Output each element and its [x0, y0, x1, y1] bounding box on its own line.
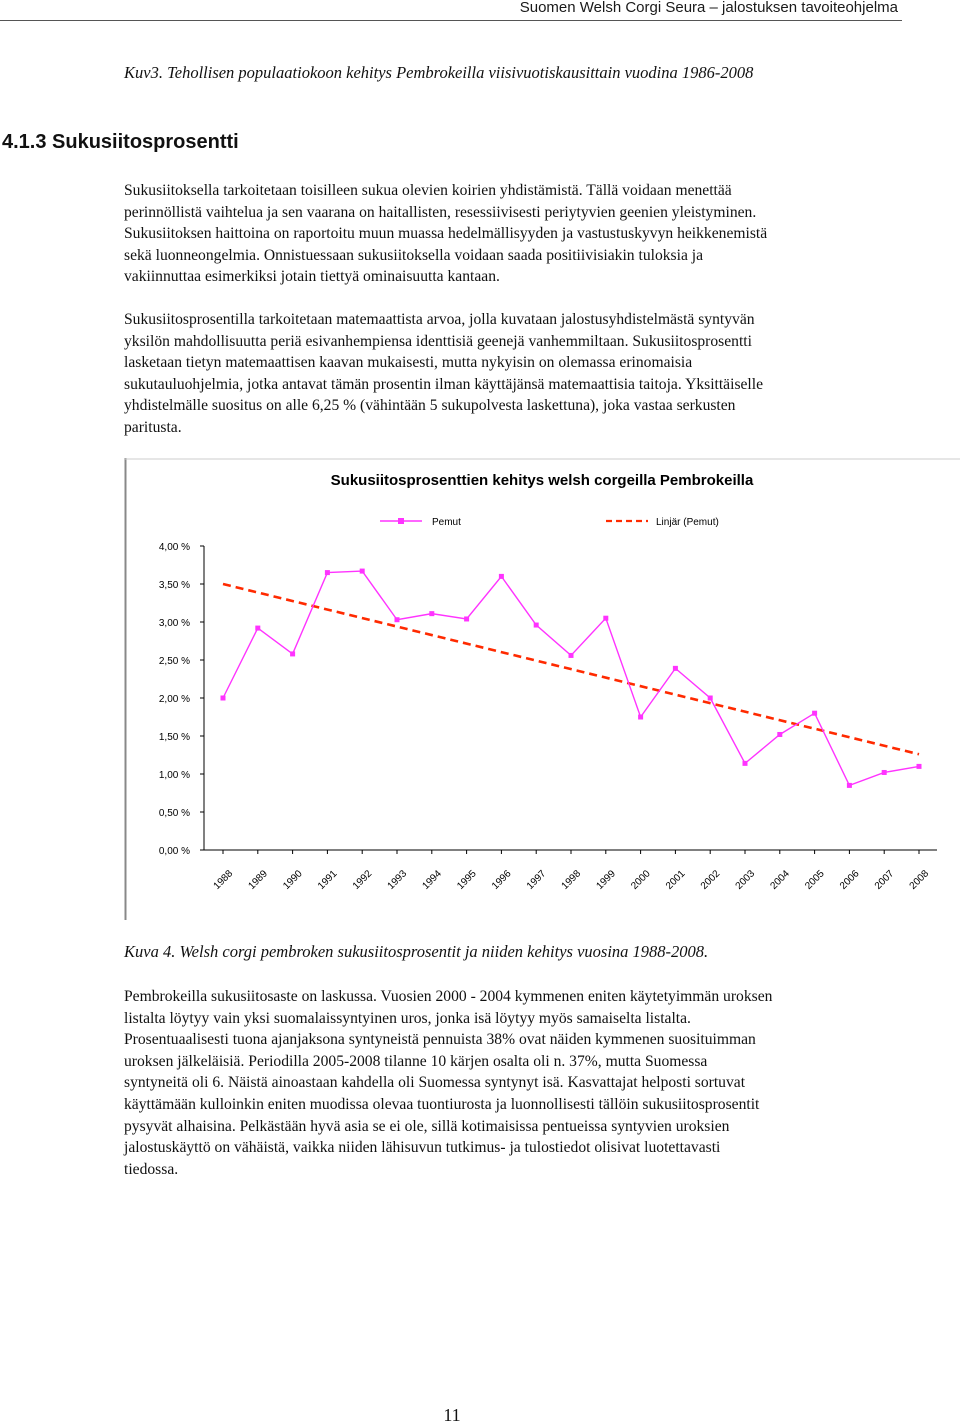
paragraph-line: Sukusiitoksella tarkoitetaan toisilleen sukua olevien koirien yhdistämistä. Tällä voidaan menettää [124, 182, 732, 199]
paragraph-line: Sukusiitoksen haittoina on raportoitu muun muassa hedelmällisyyden ja vastustuskyvyn heikkenemistä [124, 225, 768, 243]
paragraph-line: perinnöllistä vaihtelua ja sen vaarana on haitallisten, resessiivisesti periytyvien geenien yleistyminen. [124, 203, 757, 221]
legend-label-trend: Linjär (Pemut) [656, 517, 719, 528]
figure-caption-chart: Kuva 4. Welsh corgi pembroken sukusiitosprosentit ja niiden kehitys vuosina 1988-2008. [124, 942, 709, 961]
header-title: Suomen Welsh Corgi Seura – jalostuksen tavoiteohjelma [519, 0, 898, 16]
y-tick-label: 4,00 % [158, 542, 190, 553]
y-tick-label: 1,00 % [158, 770, 190, 781]
x-tick-label: 2006 [838, 868, 862, 892]
data-point [395, 617, 400, 622]
x-tick-label: 2004 [768, 868, 792, 892]
paragraph-line: yhdistelmälle suositus on alle 6,25 % (vähintään 5 sukupolvesta laskettuna), joka vastaa serkusten [124, 397, 736, 415]
x-tick-label: 2003 [733, 868, 758, 892]
data-point [812, 711, 817, 716]
data-point [290, 651, 295, 656]
data-point [917, 764, 922, 769]
x-tick-label: 2005 [803, 868, 827, 892]
data-point [255, 626, 260, 631]
data-point [638, 715, 643, 720]
legend-marker-pemut [398, 518, 404, 524]
x-tick-label: 1993 [385, 868, 410, 892]
paragraph-line: uroksen jälkeläisiä. Periodilla 2005-2008 tilanne 10 kärjen osalta oli n. 37%, mutta Suomessa [124, 1052, 708, 1070]
x-tick-label: 2000 [629, 868, 653, 892]
paragraph-line: listalta löytyy vain yksi suomalaissyntyinen uros, jonka isä löytyy myös samaiselta listalta. [124, 1009, 691, 1027]
y-tick-label: 1,50 % [158, 732, 190, 743]
x-tick-label: 1994 [420, 868, 444, 892]
paragraph-2 [124, 309, 904, 439]
x-tick-label: 1988 [211, 868, 236, 892]
paragraph-line: lasketaan tietyn matemaattisen kaavan mukaisesti, mutta nykyisin on olemassa erinomaisia [124, 354, 693, 372]
data-point [429, 611, 434, 616]
data-point [569, 653, 574, 658]
x-tick-label: 1999 [594, 868, 618, 892]
data-point [360, 569, 365, 574]
data-point [603, 616, 608, 621]
page-header [0, 0, 960, 22]
paragraph-line: Sukusiitosprosentilla tarkoitetaan matemaattista arvoa, jolla kuvataan jalostusyhdistelmästä syntyvän [124, 311, 755, 328]
x-tick-label: 2002 [698, 868, 723, 892]
data-point [882, 770, 887, 775]
y-tick-label: 0,50 % [158, 808, 190, 819]
section-heading: 4.1.3 Sukusiitosprosentti [2, 131, 239, 153]
paragraph-line: sekä luonneongelmia. Onnistuessaan sukusiitoksella voidaan saada positiivisiakin tuloksia ja [124, 246, 704, 264]
data-point [743, 761, 748, 766]
paragraph-line: jalostuskäyttö on vähäistä, vaikka niiden lähisuvun tutkimus- ja tulostiedot olisivat luotettavasti [124, 1139, 721, 1157]
x-tick-label: 1989 [246, 868, 270, 892]
paragraph-line: tiedossa. [124, 1160, 179, 1178]
x-tick-label: 1990 [281, 868, 305, 892]
x-tick-label: 2001 [664, 868, 688, 892]
inbreeding-chart [124, 458, 960, 920]
data-point [534, 623, 539, 628]
data-point [325, 570, 330, 575]
paragraph-line: sukutauluohjelmia, jotka antavat tämän prosentin ilman käyttäjänsä matemaattisia taitoja. Yksittäiselle [124, 375, 764, 393]
x-tick-label: 2008 [907, 868, 932, 892]
chart-title: Sukusiitosprosenttien kehitys welsh corgeilla Pembrokeilla [330, 472, 754, 489]
x-tick-label: 1998 [559, 868, 584, 892]
paragraph-line: vakiinnuttaa esimerkiksi jotain tiettyä ominaisuutta kantaan. [124, 268, 500, 286]
y-tick-label: 3,50 % [158, 580, 190, 591]
paragraph-3 [124, 986, 904, 1180]
paragraph-line: yksilön mahdollisuutta periä esivanhempiensa identtisiä geenejä vanhemmiltaan. Sukusiitosprosentti [124, 332, 752, 350]
paragraph-line: syntyneitä oli 6. Näistä ainoastaan kahdella oli Suomessa syntynyt isä. Kasvattajat helposti sortuvat [124, 1074, 746, 1092]
y-tick-label: 2,50 % [158, 656, 190, 667]
figure-caption-top: Kuv3. Tehollisen populaatiokoon kehitys Pembrokeilla viisivuotiskausittain vuodina 1986-2008 [124, 63, 754, 82]
paragraph-1 [124, 180, 904, 288]
paragraph-line: paritusta. [124, 418, 182, 436]
chart-svg [124, 458, 960, 920]
y-tick-label: 0,00 % [158, 846, 190, 857]
data-point [847, 783, 852, 788]
y-tick-label: 2,00 % [158, 694, 190, 705]
page-number: 11 [443, 1405, 461, 1425]
header-rule [0, 20, 902, 21]
paragraph-line: Pembrokeilla sukusiitosaste on laskussa. Vuosien 2000 - 2004 kymmenen eniten käytetyimmän uroksen [124, 988, 773, 1005]
paragraph-line: pysyvät alhaisina. Pelkästään hyvä asia se ei ole, sillä kotimaisissa pentueissa syntyvien uroksien [124, 1117, 730, 1135]
x-tick-label: 1996 [490, 868, 514, 892]
trend-line [223, 584, 919, 754]
y-tick-label: 3,00 % [158, 618, 190, 629]
data-point [464, 616, 469, 621]
data-point [673, 666, 678, 671]
data-point [708, 696, 713, 701]
x-tick-label: 1997 [524, 868, 549, 892]
x-tick-label: 1992 [350, 868, 375, 892]
data-point [221, 696, 226, 701]
data-point [499, 574, 504, 579]
paragraph-line: käyttämään kulloinkin eniten muodissa olevaa tuontiurosta ja luonnollisesti tällöin sukusiitosprosentit [124, 1095, 760, 1113]
data-point [777, 732, 782, 737]
legend-label-pemut: Pemut [432, 517, 461, 528]
x-tick-label: 1991 [316, 868, 340, 892]
series-line-pemut [223, 571, 919, 785]
paragraph-line: Prosentuaalisesti tuona ajanjaksona syntyneistä pennuista 38% ovat näiden kymmenen suosituimman [124, 1031, 756, 1049]
x-tick-label: 1995 [455, 868, 479, 892]
x-tick-label: 2007 [872, 868, 897, 892]
